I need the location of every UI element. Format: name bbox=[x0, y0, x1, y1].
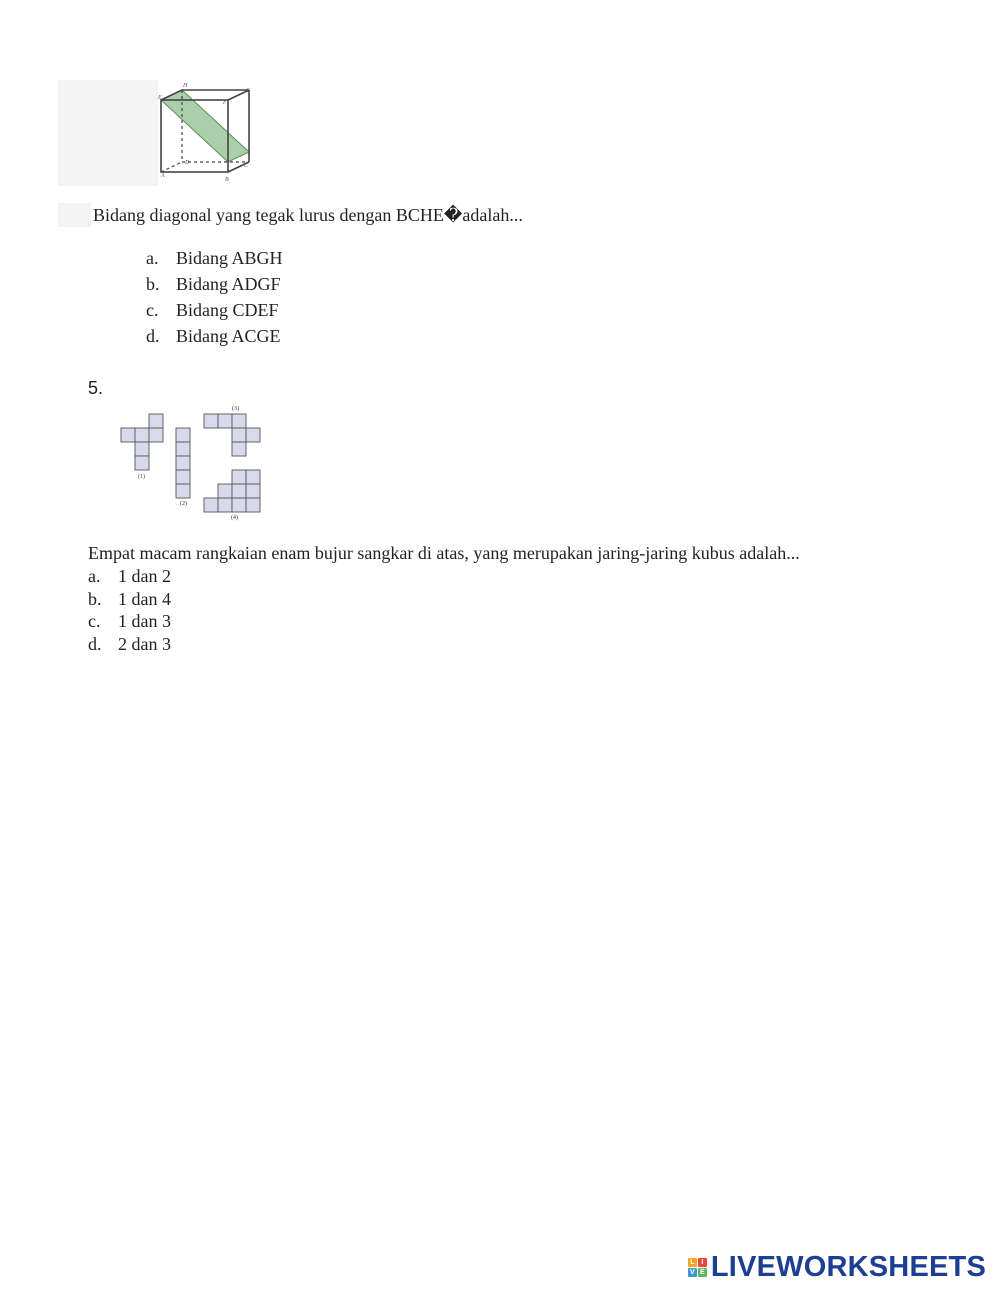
option-item[interactable] bbox=[146, 297, 283, 323]
option-letter: d. bbox=[146, 326, 160, 346]
net-label: (1) bbox=[138, 474, 145, 480]
vertex-label: C bbox=[244, 163, 249, 169]
net-label: (4) bbox=[231, 515, 238, 521]
vertex-label: A bbox=[161, 173, 165, 179]
question-5-text: Empat macam rangkaian enam bujur sangkar di atas, yang merupakan jaring-jaring kubus adalah... bbox=[88, 543, 800, 563]
option-text: Bidang ADGF bbox=[176, 274, 281, 294]
cube-nets-figure bbox=[118, 402, 268, 524]
option-text: 2 dan 3 bbox=[118, 634, 171, 655]
vertex-label: B bbox=[225, 177, 229, 183]
option-letter: a. bbox=[146, 248, 159, 268]
option-item[interactable] bbox=[146, 245, 283, 271]
option-text: 1 dan 3 bbox=[118, 611, 171, 632]
liveworksheets-icon bbox=[688, 1258, 707, 1277]
option-item[interactable] bbox=[88, 565, 171, 588]
net-label: (3) bbox=[232, 406, 239, 412]
option-letter: c. bbox=[88, 611, 101, 632]
icon-letter: L bbox=[688, 1258, 697, 1267]
question-5-options bbox=[88, 565, 171, 656]
cube-figure bbox=[58, 80, 258, 186]
vertex-label: E bbox=[158, 95, 162, 101]
icon-letter: V bbox=[688, 1268, 697, 1277]
icon-letter: E bbox=[698, 1268, 707, 1277]
question-4-label: Bidang diagonal yang tegak lurus dengan BCHE�adalah... bbox=[93, 205, 523, 225]
option-text: Bidang ACGE bbox=[176, 326, 281, 346]
brand-name: LIVEWORKSHEETS bbox=[710, 1251, 986, 1283]
option-letter: b. bbox=[88, 588, 102, 609]
question-4-options bbox=[146, 245, 283, 349]
option-letter: c. bbox=[146, 300, 159, 320]
vertex-label: D bbox=[185, 160, 190, 166]
option-text: Bidang ABGH bbox=[176, 248, 283, 268]
option-letter: a. bbox=[88, 566, 101, 586]
question-5-number: 5. bbox=[88, 378, 104, 398]
option-letter: d. bbox=[88, 634, 102, 655]
vertex-label: H bbox=[183, 83, 188, 89]
option-item[interactable] bbox=[88, 588, 171, 611]
net-label: (2) bbox=[180, 501, 187, 507]
option-item[interactable] bbox=[146, 323, 283, 349]
liveworksheets-logo[interactable] bbox=[688, 1251, 986, 1284]
option-text: 1 dan 2 bbox=[118, 566, 171, 586]
option-letter: b. bbox=[146, 274, 160, 294]
option-text: Bidang CDEF bbox=[176, 300, 279, 320]
icon-letter: I bbox=[698, 1258, 707, 1267]
vertex-label: G bbox=[246, 88, 251, 94]
vertex-label: F bbox=[223, 100, 227, 106]
question-4-text bbox=[93, 205, 523, 226]
option-text: 1 dan 4 bbox=[118, 588, 171, 609]
option-item[interactable] bbox=[88, 633, 171, 656]
option-item[interactable] bbox=[146, 271, 283, 297]
option-item[interactable] bbox=[88, 610, 171, 633]
